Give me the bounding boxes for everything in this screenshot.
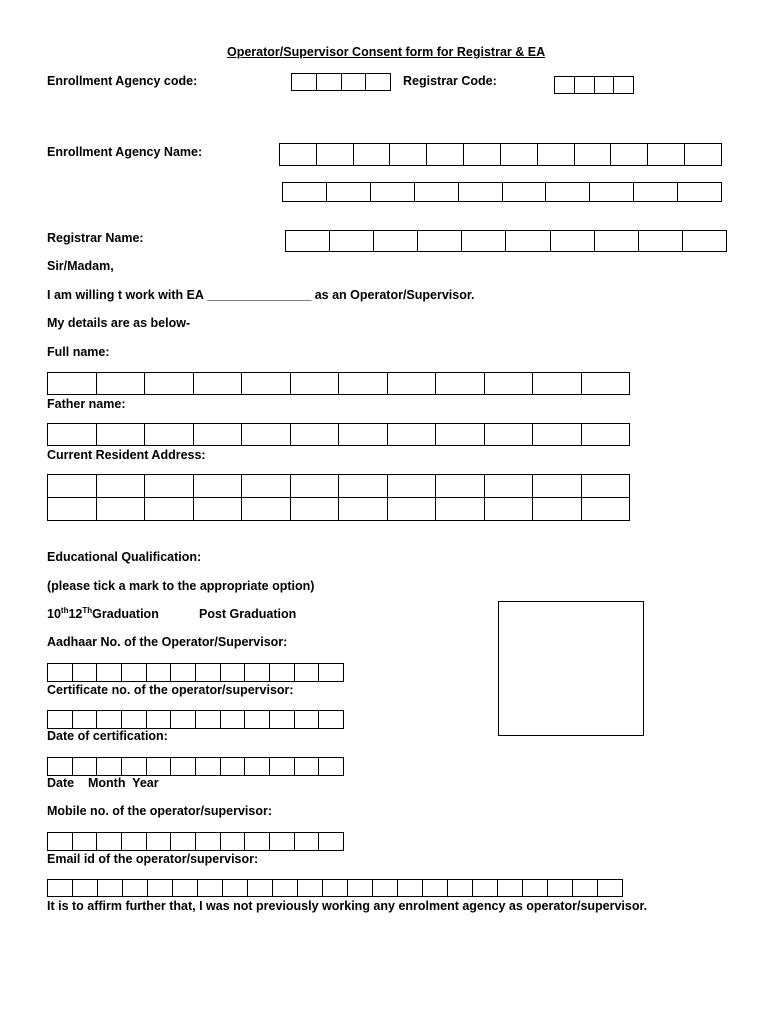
aadhaar-label: Aadhaar No. of the Operator/Supervisor: bbox=[47, 635, 288, 649]
salutation: Sir/Madam, bbox=[47, 259, 114, 273]
willing-statement: I am willing t work with EA _______________ as an Operator/Supervisor. bbox=[47, 288, 475, 302]
email-label: Email id of the operator/supervisor: bbox=[47, 852, 259, 866]
full-name-label: Full name: bbox=[47, 345, 110, 359]
form-title: Operator/Supervisor Consent form for Registrar & EA bbox=[227, 45, 546, 59]
certificate-label: Certificate no. of the operator/supervisor: bbox=[47, 683, 294, 697]
certificate-boxes[interactable] bbox=[47, 710, 344, 729]
mobile-label: Mobile no. of the operator/supervisor: bbox=[47, 804, 273, 818]
option-graduation[interactable]: Graduation bbox=[92, 607, 159, 621]
details-intro: My details are as below- bbox=[47, 316, 191, 330]
cert-date-label: Date of certification: bbox=[47, 729, 168, 743]
photo-box bbox=[498, 601, 644, 736]
ea-name-boxes-row2[interactable] bbox=[282, 182, 722, 202]
registrar-code-label: Registrar Code: bbox=[403, 74, 497, 88]
address-label: Current Resident Address: bbox=[47, 448, 206, 462]
option-10th[interactable]: 10th bbox=[47, 606, 69, 621]
mobile-boxes[interactable] bbox=[47, 832, 344, 851]
ea-code-boxes[interactable] bbox=[291, 73, 391, 91]
aadhaar-boxes[interactable] bbox=[47, 663, 344, 682]
ea-name-boxes-row1[interactable] bbox=[279, 143, 722, 166]
registrar-name-boxes[interactable] bbox=[285, 230, 727, 252]
ea-name-label: Enrollment Agency Name: bbox=[47, 145, 203, 159]
education-label: Educational Qualification: bbox=[47, 550, 202, 564]
ea-code-label: Enrollment Agency code: bbox=[47, 74, 198, 88]
full-name-boxes[interactable] bbox=[47, 372, 630, 395]
address-boxes[interactable] bbox=[47, 474, 630, 521]
email-boxes[interactable] bbox=[47, 879, 623, 897]
affirmation-text: It is to affirm further that, I was not previously working any enrolment agency as operator/supervisor. bbox=[47, 899, 648, 913]
cert-date-boxes[interactable] bbox=[47, 757, 344, 776]
registrar-code-boxes[interactable] bbox=[554, 76, 634, 94]
father-name-boxes[interactable] bbox=[47, 423, 630, 446]
date-format-hint: Date Month Year bbox=[47, 776, 159, 790]
tick-instruction: (please tick a mark to the appropriate option) bbox=[47, 579, 315, 593]
father-name-label: Father name: bbox=[47, 397, 126, 411]
registrar-name-label: Registrar Name: bbox=[47, 231, 144, 245]
option-12th[interactable]: 12Th bbox=[68, 606, 93, 621]
option-post-graduation[interactable]: Post Graduation bbox=[199, 607, 297, 621]
qualification-options bbox=[47, 607, 159, 621]
